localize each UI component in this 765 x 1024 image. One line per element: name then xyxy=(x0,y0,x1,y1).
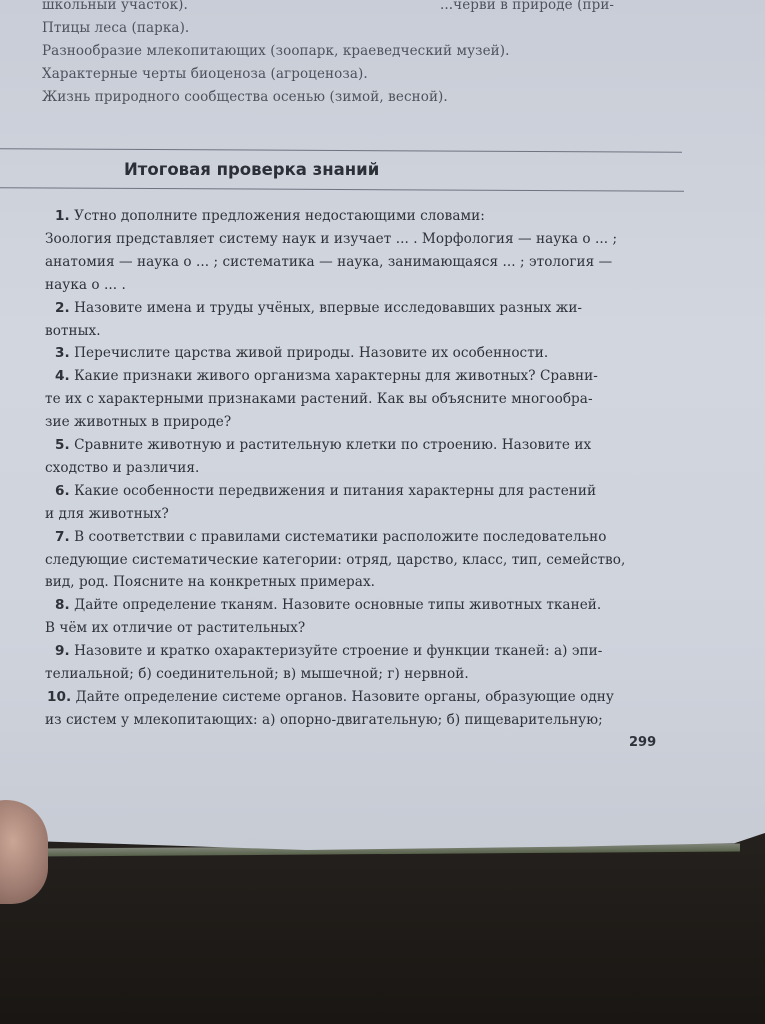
intro-line-3: Разнообразие млекопитающих (зоопарк, краеведческий музей). xyxy=(42,43,510,59)
question-4-line: те их с характерными признаками растений. Как вы объясните многообра- xyxy=(45,391,593,408)
question-text: Дайте определение системе органов. Назовите органы, образующие одну xyxy=(71,688,614,705)
question-5 xyxy=(55,437,591,453)
question-9 xyxy=(55,643,602,659)
question-7-line: следующие систематические категории: отряд, царство, класс, тип, семейство, xyxy=(45,551,626,568)
question-1-line: Зоология представляет систему наук и изучает ... . Морфология — наука о ... ; xyxy=(45,230,618,247)
page-number: 299 xyxy=(629,735,657,750)
question-1-line: анатомия — наука о ... ; систематика — наука, занимающаяся ... ; этология — xyxy=(45,253,613,270)
question-6-line: и для животных? xyxy=(45,505,169,522)
question-10-line: из систем у млекопитающих: а) опорно-двигательную; б) пищеварительную; xyxy=(45,711,603,728)
intro-line-5: Жизнь природного сообщества осенью (зимой, весной). xyxy=(42,89,448,105)
question-number: 10. xyxy=(47,688,72,705)
question-number: 7. xyxy=(55,528,70,545)
question-text: Какие особенности передвижения и питания характерны для растений xyxy=(69,482,597,499)
question-7-line: вид, род. Поясните на конкретных примерах. xyxy=(45,574,376,591)
question-2 xyxy=(55,300,582,316)
question-text: Устно дополните предложения недостающими словами: xyxy=(69,208,485,224)
question-3 xyxy=(55,345,548,361)
question-4 xyxy=(55,368,598,384)
intro-line-1: школьный участок). xyxy=(42,0,188,13)
question-1 xyxy=(55,208,485,224)
question-8-line: В чём их отличие от растительных? xyxy=(45,620,306,637)
question-8 xyxy=(55,597,601,613)
question-number: 2. xyxy=(55,299,70,316)
question-1-line: наука о ... . xyxy=(45,276,126,293)
question-text: Сравните животную и растительную клетки по строению. Назовите их xyxy=(69,437,592,453)
question-number: 8. xyxy=(55,597,70,614)
question-text: В соответствии с правилами систематики расположите последовательно xyxy=(69,528,607,545)
question-2-line: вотных. xyxy=(45,322,101,339)
section-rule-top xyxy=(0,148,682,153)
question-9-line: телиальной; б) соединительной; в) мышечной; г) нервной. xyxy=(45,666,469,682)
intro-line-4: Характерные черты биоценоза (агроценоза). xyxy=(42,66,368,82)
question-number: 4. xyxy=(55,368,70,385)
intro-line-2: Птицы леса (парка). xyxy=(42,20,190,36)
question-4-line: зие животных в природе? xyxy=(45,414,232,431)
section-title: Итоговая проверка знаний xyxy=(124,160,380,179)
intro-top-right: ...черви в природе (при- xyxy=(440,0,615,13)
question-10 xyxy=(47,689,614,705)
question-6 xyxy=(55,483,596,499)
question-number: 9. xyxy=(55,643,70,660)
question-5-line: сходство и различия. xyxy=(45,459,200,476)
question-7 xyxy=(55,529,607,545)
question-text: Какие признаки живого организма характерны для животных? Сравни- xyxy=(69,368,598,385)
section-rule-bottom xyxy=(0,187,684,192)
question-number: 6. xyxy=(55,482,70,499)
question-text: Назовите и кратко охарактеризуйте строение и функции тканей: а) эпи- xyxy=(69,643,603,660)
question-text: Назовите имена и труды учёных, впервые исследовавших разных жи- xyxy=(69,299,583,316)
question-number: 1. xyxy=(55,208,70,224)
question-text: Перечислите царства живой природы. Назовите их особенности. xyxy=(69,345,549,362)
question-text: Дайте определение тканям. Назовите основные типы животных тканей. xyxy=(69,597,602,614)
question-number: 5. xyxy=(55,437,70,453)
question-number: 3. xyxy=(55,345,70,362)
